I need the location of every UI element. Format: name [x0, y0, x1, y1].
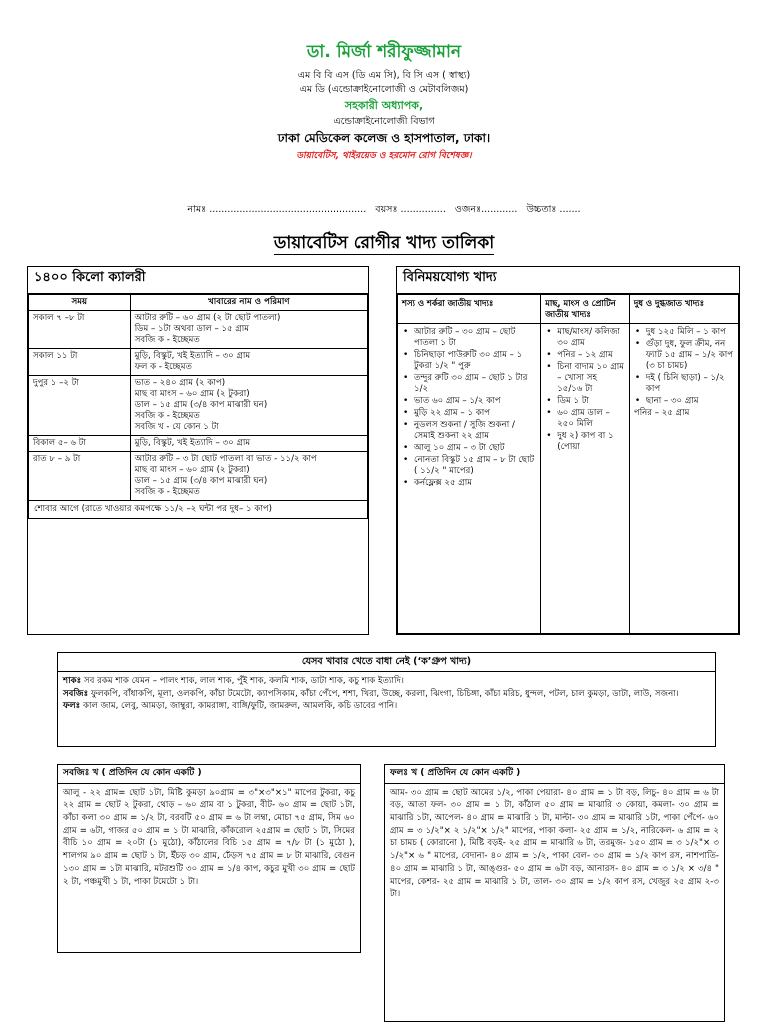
- col-time-header: সময়: [29, 295, 131, 311]
- exchange-header-row: [398, 295, 739, 324]
- meal-row: [29, 436, 368, 452]
- protein-column: [541, 323, 630, 633]
- dairy-column: [629, 323, 738, 633]
- list-item: • চিনা বাদাম ১০ গ্রাম – খোসা সহ ১৫/১৬ টা: [545, 362, 625, 395]
- fruit-label: ফলঃ: [63, 701, 81, 712]
- exchange-title: বিনিময়যোগ্য খাদ্য: [397, 267, 739, 294]
- col-grain-header: শস্য ও শর্করা জাতীয় খাদ্যঃ: [398, 295, 541, 324]
- list-item: • ৬০ গ্রাম ডাল – ২৫০ মিলি: [545, 408, 625, 430]
- greens-label: শাকঃ: [63, 676, 82, 687]
- meal-items: [130, 311, 367, 349]
- meal-item: ডাল – ১৫ গ্রাম (৩/৪ কাপ মাঝারী ঘন): [134, 476, 268, 486]
- meal-item: মুড়ি, বিস্কুট, খই ইত্যাদি – ৩০ গ্রাম: [134, 438, 251, 448]
- meal-item: ডিম – ১টা অথবা ডাল – ১৫ গ্রাম: [134, 324, 250, 334]
- fruit-kha-text: আম- ৩০ গ্রাম = ছোট আমের ১/২, পাকা পেয়ারা- ৪০ গ্রাম = ১ টা বড়, লিচু- ৪০ গ্রাম = ৬ টা বড়, আতা ফল- ৩০ গ্রাম = ১ টা, কাঁঠাল ৫০ গ্রাম = মাঝারি ৩ কোয়া, কমলা- ৩০ গ্রাম = মাঝারি ১টা, আপেল- ৪০ গ্রাম = মাঝারি ১ টা, মাল্টা- ৩০ গ্রাম = মাঝারি ১টা, পাকা পেঁপে- ৬০ গ্রাম = ৩ ১/২"× ২ ১/২"× ১/২" মাপের, পাকা কলা- ২৫ গ্রাম = ১/২, নারিকেল- ৬ গ্রাম = ২ চা চামচ ( কোরানো ), মিষ্টি বড়ই- ২৫ গ্রাম = মাঝারি ৬ টা, তরমুজ- ১৫০ গ্রাম = ৩ ১/২"× ৩ ১/২"× ৬ " মাপের, বেদানা- ৪০ গ্রাম = ১/২, পাকা বেল- ৩০ গ্রাম = ১/২ কাপ রস, নাশপাতি- ৪০ গ্রাম = মাঝারি ১ টা, আঙ্গুর- ৫০ গ্রাম = ৬টা বড়, আনারস- ৪০ গ্রাম = ৩ ১/২ × ৩/৪ " মাপের, কেশর- ২৫ গ্রাম = মাঝারি ১ টা, তাল- ৩০ গ্রাম = ১/২ কাপ রস, খেজুর ২৫ গ্রাম ২-৩ টা।: [390, 787, 719, 900]
- meal-item: আটার রুটি – ৩ টা ছোট পাতলা বা ভাত - ১১/২ কাপ: [134, 454, 317, 464]
- fruit-text: কাল জাম, লেবু, আমড়া, জাম্বুরা, কামরাঙ্গা, বাঙ্গি/ফুটি, জামরুল, আমলকি, কচি ডাবের পানি।: [83, 701, 398, 712]
- list-item: • তন্দুর রুটি ৩০ গ্রাম – ছোট ১ টার ১/২: [402, 373, 536, 395]
- meal-row: [29, 452, 368, 501]
- list-item: • চিনিছাড়া পাউরুটি ৩০ গ্রাম – ১ টুকরা ১/২ " পুরু: [402, 350, 536, 372]
- meal-items: [130, 452, 367, 501]
- page-title-text: ডায়াবেটিস রোগীর খাদ্য তালিকা: [273, 233, 495, 253]
- veg-kha-title: সবজিঃ খ ( প্রতিদিন যে কোন একটি ): [58, 765, 360, 784]
- greens-text: সব রকম শাক যেমন – পালং শাক, লাল শাক, পুঁই শাক, কলমি শাক, ডাটা শাক, কচু শাক ইত্যাদি।: [83, 676, 404, 687]
- free-foods-body: [58, 672, 715, 715]
- list-item: • গুঁড়া দুধ, ফুল ক্রীম, নন ফ্যাট ১৫ গ্রাম – ১/২ কাপ (৩ চা চামচ): [634, 339, 734, 372]
- meal-item: ডাল – ১৫ গ্রাম (৩/৪ কাপ মাঝারী ঘন): [134, 400, 268, 410]
- degree-line-2: এম ডি (এন্ডোক্রাইনোলোজী ও মেটাবলিজম): [299, 84, 469, 96]
- veg-kha-text: আলু - ২২ গ্রাম= ছোট ১টা, মিষ্টি কুমড়া ৯০গ্রাম = ৩"×৩"×১" মাপের টুকরা, কচু ২২ গ্রাম = ছোট ২ টুকরা, থোড় – ৬০ গ্রাম বা ১ টুকরা, বীট- ৬০ গ্রাম = ছোট ১টা, কাঁচা কলা ৩০ গ্রাম = ১/২ টা, বরবটি ৫০ গ্রাম = ৬ টা লম্বা, মোচা ৭৫ গ্রাম, সিম ৬০ গ্রাম = ৬টা, গাজর ৫০ গ্রাম = ১ টা মাঝারি, কাঁকরোল ২৫গ্রাম = ছোট ১ টা, সিমের বীচি ১০ গ্রাম = ২০টা (১ মুঠো), কাঁঠালের বিচি ১৫ গ্রাম = ৭/৮ টা (১ মুঠো ), শালগম ৯০ গ্রাম = ছোট ১ টা, ইঁচড় ৩০ গ্রাম, ঢেঁড়স ৭৫ গ্রাম = ৮ টা মাঝারি, বেগুন ১৩০ গ্রাম = ১টা মাঝারি, মটরশুটি ৩০ গ্রাম = ১/৪ কাপ, কচুর মুখী ৩০ গ্রাম = ছোট ২ টা, পঞ্চমুখী ১ টা, পাকা টমেটো ১ টা।: [63, 787, 355, 887]
- exchange-table: [397, 294, 739, 634]
- dairy-list: [634, 327, 734, 407]
- list-item: • আলু ১০ গ্রাম – ৩ টা ছোট: [402, 443, 536, 454]
- protein-list: [545, 327, 625, 453]
- list-item: • ছানা – ৩০ গ্রাম: [634, 396, 734, 407]
- meal-item: সবজি ক - ইচ্ছেমত: [134, 487, 200, 497]
- meal-table: [28, 294, 368, 519]
- meal-row: [29, 349, 368, 376]
- free-fruits: [63, 700, 710, 712]
- patient-info-line: [0, 204, 768, 216]
- list-item: • নোনতা বিস্কুট ১৫ গ্রাম – ৮ টা ছোট ( ১১/২ " মাপের): [402, 455, 536, 477]
- grain-column: [398, 323, 541, 633]
- meal-item: মাছ বা মাংস – ৬০ গ্রাম (২ টুকরা): [134, 389, 250, 399]
- col-protein-header: মাছ, মাংস ও প্রোটিন জাতীয় খাদ্যঃ: [541, 295, 630, 324]
- list-item: • পনির – ১২ গ্রাম: [545, 350, 625, 361]
- free-foods-box: [57, 652, 716, 747]
- list-item: • কর্নফ্লেক্স ২৫ গ্রাম: [402, 478, 536, 489]
- fruit-kha-box: [384, 764, 725, 1022]
- meal-time: সকাল ১১ টা: [29, 349, 131, 376]
- degree-line-1: এম বি বি এস (ডি এম সি), বি সি এস ( স্বাস্থ্য): [297, 69, 471, 81]
- list-item: • দুধ ২) কাপ বা ১ (পোয়া: [545, 431, 625, 453]
- meal-items: [130, 349, 367, 376]
- veg-text: ফুলকপি, বাঁধাকপি, মূলা, ওলকপি, কাঁচা টমেটো, ক্যাপসিকাম, কাঁচা পেঁপে, শশা, খিরা, উচ্ছে, করলা, ঝিংগা, চিচিঙ্গা, কাঁচা মরিচ, ধুন্দল, পটল, চাল কুমড়া, ডাটা, লাউ, সজনা।: [90, 688, 679, 699]
- list-item: • দুধ ১২৫ মিলি – ১ কাপ: [634, 327, 734, 338]
- meal-row: [29, 376, 368, 436]
- meal-item: মাছ বা মাংস – ৬০ গ্রাম (২ টুকরা): [134, 465, 250, 475]
- meal-time: দুপুর ১ –২ টা: [29, 376, 131, 436]
- bedtime-row: [29, 501, 368, 519]
- meal-item: সবজি ক - ইচ্ছেমত: [134, 335, 200, 345]
- meal-item: আটার রুটি – ৬০ গ্রাম (২ টা ছোট পাতলা): [134, 313, 281, 323]
- grain-list: [402, 327, 536, 489]
- bedtime-note: শোবার আগে (রাতে খাওয়ার কমপক্ষে ১১/২ –২ ঘন্টা পর দুধ– ১ কাপ): [29, 501, 368, 519]
- exchange-box: [396, 266, 740, 635]
- list-item: • মুড়ি ২২ গ্রাম – ১ কাপ: [402, 408, 536, 419]
- calorie-plan-box: [27, 266, 369, 635]
- free-greens: [63, 675, 710, 687]
- position: সহকারী অধ্যাপক,: [344, 99, 424, 113]
- list-item: • নুডলস শুকনা / সুজি শুকনা / সেমাই শুকনা ২২ গ্রাম: [402, 420, 536, 442]
- list-item: • মাছ/মাংস/ কলিজা ৩০ গ্রাম: [545, 327, 625, 349]
- col-dairy-header: দুধ ও দুগ্ধজাত খাদ্যঃ: [629, 295, 738, 324]
- list-item: • ডিম ১ টা: [545, 396, 625, 407]
- department: এন্ডোক্রাইনোলোজী বিভাগ: [333, 115, 435, 127]
- dairy-extra-item: পনির – ২৫ গ্রাম: [633, 407, 690, 418]
- doctor-name: ডা. মির্জা শরীফুজ্জামান: [306, 42, 462, 62]
- meal-items: [130, 376, 367, 436]
- page-title: [0, 233, 768, 255]
- list-item: • আটার রুটি – ৩০ গ্রাম – ছোট পাতলা ১ টা: [402, 327, 536, 349]
- exchange-body-row: [398, 323, 739, 633]
- patient-name-field[interactable]: নামঃ ....................................................: [187, 204, 367, 215]
- meal-item: ফল ক - ইচ্ছেমত: [134, 362, 192, 372]
- list-item: • দই ( চিনি ছাড়া) – ১/২ কাপ: [634, 373, 734, 395]
- list-item: • ভাত ৬০ গ্রাম – ১/২ কাপ: [402, 396, 536, 407]
- veg-kha-box: [57, 764, 361, 953]
- free-foods-title: যেসব খাবার খেতে বাধা নেই (‘ক’গ্রুপ খাদ্য): [58, 653, 715, 672]
- institution: ঢাকা মেডিকেল কলেজ ও হাসপাতাল, ঢাকা।: [277, 131, 491, 146]
- fruit-kha-title: ফলঃ খ ( প্রতিদিন যে কোন একটি ): [385, 765, 724, 784]
- meal-time: সকাল ৭ –৮ টা: [29, 311, 131, 349]
- specialty: ডায়াবেটিস, থাইরয়েড ও হরমোন রোগ বিশেষজ্ঞ।: [296, 150, 472, 161]
- col-food-header: খাবারের নাম ও পরিমাণ: [130, 295, 367, 311]
- doctor-header: [0, 42, 768, 162]
- meal-item: ভাত – ২৪০ গ্রাম (২ কাপ): [134, 378, 226, 388]
- calorie-plan-title: ১৪০০ কিলো ক্যালরী: [28, 267, 368, 294]
- meal-time: রাত ৮ – ৯ টা: [29, 452, 131, 501]
- meal-row: [29, 311, 368, 349]
- meal-table-header: [29, 295, 368, 311]
- free-vegetables: [63, 688, 710, 700]
- patient-weight-field[interactable]: ওজনঃ............: [454, 204, 518, 215]
- veg-label: সবজিঃ: [63, 688, 89, 699]
- patient-age-field[interactable]: বয়সঃ ...............: [375, 204, 446, 215]
- meal-item: মুড়ি, বিস্কুট, খই ইত্যাদি – ৩০ গ্রাম: [134, 351, 251, 361]
- patient-height-field[interactable]: উচ্চতাঃ .......: [526, 204, 581, 215]
- meal-item: সবজি ক - ইচ্ছেমত: [134, 411, 200, 421]
- meal-item: সবজি খ - যে কোন ১ টা: [134, 422, 219, 432]
- meal-time: বিকাল ৫– ৬ টা: [29, 436, 131, 452]
- meal-items: [130, 436, 367, 452]
